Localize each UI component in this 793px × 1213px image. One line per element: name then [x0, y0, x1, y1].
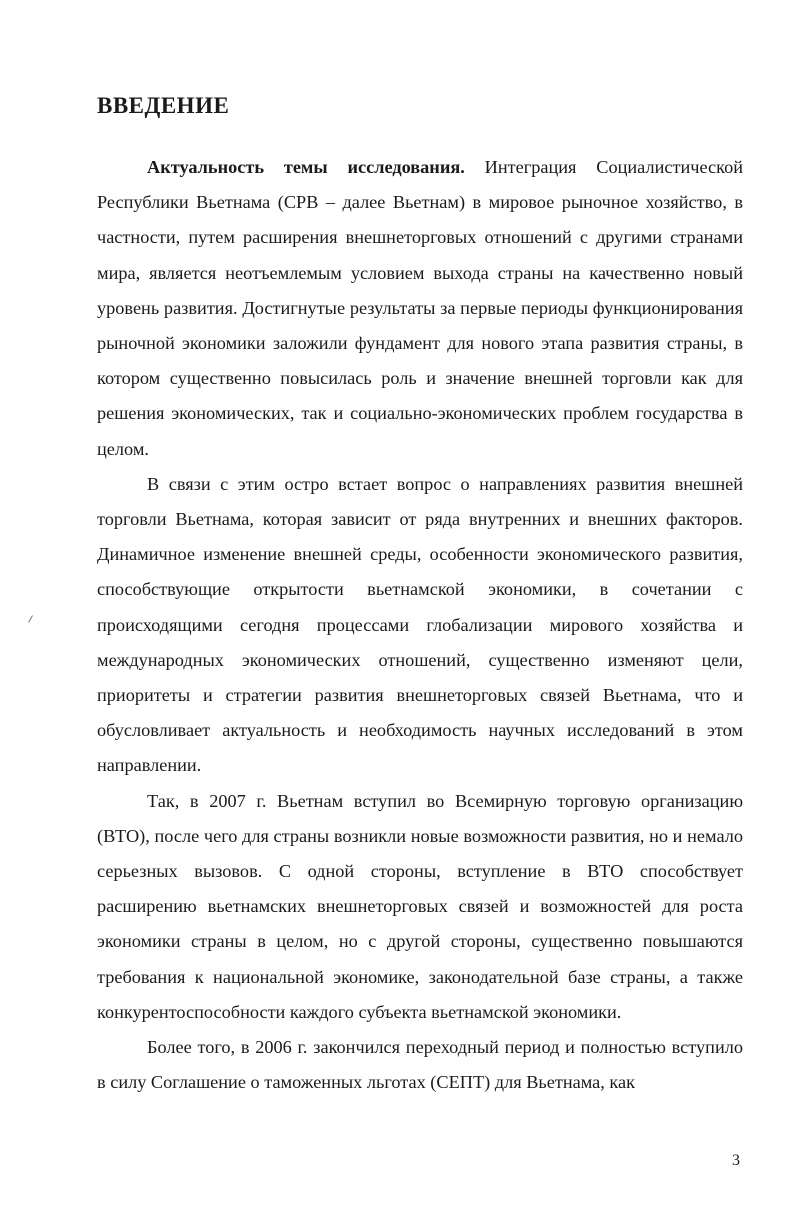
paragraph-text: Более того, в 2006 г. закончился переходный период и полностью вступило в силу Соглашение о таможенных льготах (СЕПТ) для Вьетнама, как: [97, 1037, 743, 1093]
paragraph-text: Так, в 2007 г. Вьетнам вступил во Всемирную торговую организацию (ВТО), после чего для страны возникли новые возможности развития, но и немало серьезных вызовов. С одной стороны, вступление в ВТО способствует расширению вьетнамских внешнеторговых связей и возможностей для роста экономики страны в целом, но с другой стороны, существенно повышаются требования к национальной экономике, законодательной базе страны, а также конкурентоспособности каждого субъекта вьетнамской экономики.: [97, 790, 743, 1022]
page-number: 3: [732, 1152, 740, 1169]
paragraph-wto: [97, 784, 743, 1030]
paragraph-lead: Актуальность темы исследования.: [147, 157, 465, 177]
scan-mark: [28, 615, 33, 622]
paragraph-relevance: [97, 150, 743, 467]
paragraph-cept: [97, 1030, 743, 1100]
paragraph-directions: [97, 467, 743, 784]
paragraph-text: Интеграция Социалистической Республики Вьетнама (СРВ – далее Вьетнам) в мировое рыночное хозяйство, в частности, путем расширения внешнеторговых отношений с другими странами мира, является неотъемлемым условием выхода страны на качественно новый уровень развития. Достигнутые результаты за первые периоды функционирования рыночной экономики заложили фундамент для нового этапа развития страны, в котором существенно повысилась роль и значение внешней торговли как для решения экономических, так и социально-экономических проблем государства в целом.: [97, 157, 744, 459]
body-text: [97, 150, 743, 1100]
paragraph-text: В связи с этим остро встает вопрос о направлениях развития внешней торговли Вьетнама, которая зависит от ряда внутренних и внешних факторов. Динамичное изменение внешней среды, особенности экономического развития, способствующие открытости вьетнамской экономики, в сочетании с происходящими сегодня процессами глобализации мирового хозяйства и международных экономических отношений, существенно изменяют цели, приоритеты и стратегии развития внешнеторговых связей Вьетнама, что и обусловливает актуальность и необходимость научных исследований в этом направлении.: [97, 473, 743, 776]
section-heading: ВВЕДЕНИЕ: [97, 93, 230, 118]
